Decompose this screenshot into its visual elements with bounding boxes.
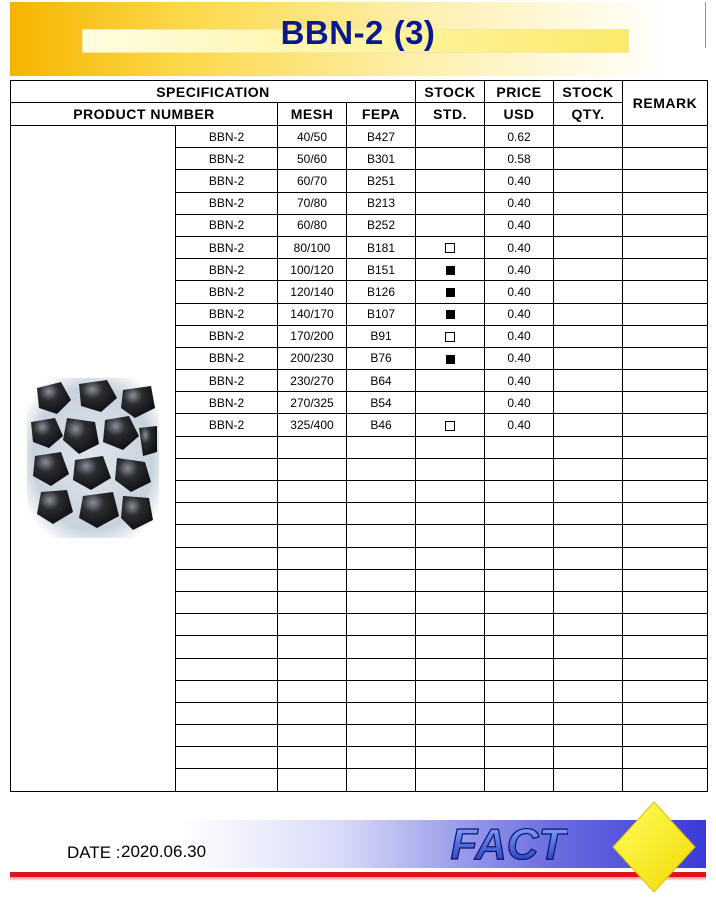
cell-mesh xyxy=(278,769,347,791)
cell-mesh xyxy=(278,591,347,613)
product-image-cell xyxy=(11,126,176,792)
cell-fepa: B54 xyxy=(347,392,416,414)
cell-mesh: 70/80 xyxy=(278,192,347,214)
cell-stock xyxy=(416,347,485,369)
cell-remark xyxy=(623,614,708,636)
cell-mesh xyxy=(278,436,347,458)
cell-product xyxy=(176,702,278,724)
cell-stock xyxy=(416,303,485,325)
fact-logo xyxy=(448,816,568,870)
cell-product: BBN-2 xyxy=(176,325,278,347)
cell-qty xyxy=(554,281,623,303)
cell-fepa: B251 xyxy=(347,170,416,192)
cell-remark xyxy=(623,747,708,769)
cell-price xyxy=(485,702,554,724)
cell-remark xyxy=(623,370,708,392)
cell-mesh: 170/200 xyxy=(278,325,347,347)
cell-product xyxy=(176,725,278,747)
cell-fepa xyxy=(347,458,416,480)
cell-mesh: 100/120 xyxy=(278,259,347,281)
cell-price: 0.58 xyxy=(485,148,554,170)
header-specification: SPECIFICATION xyxy=(11,81,416,103)
cell-qty xyxy=(554,458,623,480)
stock-filled-square-icon xyxy=(446,355,455,364)
cell-fepa xyxy=(347,591,416,613)
cell-stock xyxy=(416,547,485,569)
cell-stock xyxy=(416,436,485,458)
stock-empty-square-icon xyxy=(445,421,455,431)
cell-remark xyxy=(623,170,708,192)
cell-qty xyxy=(554,702,623,724)
footer-red-shadow xyxy=(10,877,706,881)
page-title: BBN-2 (3) xyxy=(280,14,436,51)
cell-price: 0.40 xyxy=(485,236,554,258)
cell-price xyxy=(485,725,554,747)
cell-mesh xyxy=(278,747,347,769)
cell-fepa xyxy=(347,503,416,525)
cell-stock xyxy=(416,747,485,769)
cell-price: 0.40 xyxy=(485,281,554,303)
cell-mesh xyxy=(278,702,347,724)
cell-mesh: 270/325 xyxy=(278,392,347,414)
cell-product xyxy=(176,525,278,547)
cell-stock xyxy=(416,503,485,525)
cell-stock xyxy=(416,192,485,214)
cell-mesh xyxy=(278,458,347,480)
cell-mesh xyxy=(278,614,347,636)
cell-qty xyxy=(554,769,623,791)
cell-price xyxy=(485,458,554,480)
cell-price: 0.40 xyxy=(485,325,554,347)
cell-stock xyxy=(416,126,485,148)
cell-remark xyxy=(623,392,708,414)
cell-product xyxy=(176,769,278,791)
cell-qty xyxy=(554,126,623,148)
header-remark: REMARK xyxy=(623,81,708,126)
cell-qty xyxy=(554,325,623,347)
cell-product xyxy=(176,458,278,480)
cell-product: BBN-2 xyxy=(176,281,278,303)
stock-filled-square-icon xyxy=(446,310,455,319)
cell-qty xyxy=(554,370,623,392)
date-value: 2020.06.30 xyxy=(121,842,207,861)
cell-product: BBN-2 xyxy=(176,148,278,170)
cell-mesh: 80/100 xyxy=(278,236,347,258)
cell-price: 0.62 xyxy=(485,126,554,148)
cell-stock xyxy=(416,170,485,192)
cell-price xyxy=(485,636,554,658)
cell-qty xyxy=(554,525,623,547)
cell-fepa xyxy=(347,547,416,569)
cell-mesh xyxy=(278,680,347,702)
cell-qty xyxy=(554,303,623,325)
cell-mesh: 50/60 xyxy=(278,148,347,170)
cell-stock xyxy=(416,392,485,414)
cell-fepa: B91 xyxy=(347,325,416,347)
cell-price: 0.40 xyxy=(485,392,554,414)
cell-stock xyxy=(416,148,485,170)
cell-fepa xyxy=(347,636,416,658)
cell-price xyxy=(485,614,554,636)
cell-qty xyxy=(554,436,623,458)
cell-stock xyxy=(416,259,485,281)
cell-price xyxy=(485,747,554,769)
cell-fepa: B64 xyxy=(347,370,416,392)
cell-product: BBN-2 xyxy=(176,370,278,392)
cell-remark xyxy=(623,591,708,613)
cell-mesh: 40/50 xyxy=(278,126,347,148)
cell-qty xyxy=(554,614,623,636)
cell-product: BBN-2 xyxy=(176,414,278,436)
cell-qty xyxy=(554,214,623,236)
cell-price: 0.40 xyxy=(485,259,554,281)
cell-price xyxy=(485,481,554,503)
cell-price xyxy=(485,547,554,569)
cell-stock xyxy=(416,569,485,591)
cell-product xyxy=(176,747,278,769)
specification-table xyxy=(10,80,708,792)
cell-fepa: B46 xyxy=(347,414,416,436)
cell-remark xyxy=(623,126,708,148)
cell-stock xyxy=(416,414,485,436)
cell-qty xyxy=(554,658,623,680)
cell-product: BBN-2 xyxy=(176,303,278,325)
cell-mesh xyxy=(278,481,347,503)
cell-qty xyxy=(554,236,623,258)
cell-qty xyxy=(554,680,623,702)
cell-fepa: B76 xyxy=(347,347,416,369)
cell-stock xyxy=(416,702,485,724)
cell-qty xyxy=(554,503,623,525)
cell-remark xyxy=(623,503,708,525)
cell-stock xyxy=(416,325,485,347)
bbn-grit-photo xyxy=(27,378,159,538)
cell-price: 0.40 xyxy=(485,347,554,369)
cell-qty xyxy=(554,481,623,503)
cell-price: 0.40 xyxy=(485,214,554,236)
cell-fepa xyxy=(347,702,416,724)
cell-remark xyxy=(623,702,708,724)
header-stock-qty-line1: STOCK xyxy=(554,81,623,103)
cell-mesh xyxy=(278,658,347,680)
cell-mesh xyxy=(278,503,347,525)
cell-stock xyxy=(416,214,485,236)
cell-mesh xyxy=(278,525,347,547)
cell-stock xyxy=(416,614,485,636)
fact-logo-text: FACT xyxy=(450,820,566,869)
cell-remark xyxy=(623,325,708,347)
cell-stock xyxy=(416,769,485,791)
header-price-line2: USD xyxy=(485,103,554,126)
cell-product: BBN-2 xyxy=(176,192,278,214)
cell-fepa xyxy=(347,481,416,503)
cell-product xyxy=(176,569,278,591)
cell-price: 0.40 xyxy=(485,192,554,214)
cell-stock xyxy=(416,725,485,747)
cell-price xyxy=(485,591,554,613)
cell-remark xyxy=(623,148,708,170)
cell-remark xyxy=(623,725,708,747)
header-mesh: MESH xyxy=(278,103,347,126)
diamond-emblem-icon xyxy=(611,800,697,894)
cell-price xyxy=(485,503,554,525)
cell-remark xyxy=(623,281,708,303)
cell-mesh: 200/230 xyxy=(278,347,347,369)
cell-stock xyxy=(416,658,485,680)
cell-fepa xyxy=(347,658,416,680)
cell-product xyxy=(176,547,278,569)
cell-price xyxy=(485,680,554,702)
cell-remark xyxy=(623,769,708,791)
stock-empty-square-icon xyxy=(445,243,455,253)
cell-price xyxy=(485,769,554,791)
cell-qty xyxy=(554,569,623,591)
cell-price xyxy=(485,658,554,680)
header-price-line1: PRICE xyxy=(485,81,554,103)
cell-stock xyxy=(416,236,485,258)
cell-product xyxy=(176,614,278,636)
table-body xyxy=(11,126,708,792)
cell-mesh: 230/270 xyxy=(278,370,347,392)
cell-qty xyxy=(554,347,623,369)
stock-filled-square-icon xyxy=(446,288,455,297)
cell-fepa xyxy=(347,725,416,747)
cell-remark xyxy=(623,236,708,258)
cell-qty xyxy=(554,747,623,769)
cell-product xyxy=(176,680,278,702)
cell-fepa: B252 xyxy=(347,214,416,236)
cell-qty xyxy=(554,259,623,281)
cell-product: BBN-2 xyxy=(176,214,278,236)
date-label: DATE : xyxy=(67,843,121,862)
cell-mesh xyxy=(278,569,347,591)
cell-remark xyxy=(623,481,708,503)
cell-qty xyxy=(554,414,623,436)
cell-price: 0.40 xyxy=(485,414,554,436)
cell-qty xyxy=(554,170,623,192)
cell-mesh: 325/400 xyxy=(278,414,347,436)
cell-fepa xyxy=(347,614,416,636)
cell-fepa xyxy=(347,769,416,791)
cell-stock xyxy=(416,636,485,658)
cell-qty xyxy=(554,148,623,170)
cell-product xyxy=(176,436,278,458)
cell-price: 0.40 xyxy=(485,370,554,392)
cell-qty xyxy=(554,547,623,569)
cell-fepa: B126 xyxy=(347,281,416,303)
cell-stock xyxy=(416,680,485,702)
cell-remark xyxy=(623,458,708,480)
cell-mesh xyxy=(278,547,347,569)
cell-stock xyxy=(416,591,485,613)
cell-product xyxy=(176,591,278,613)
cell-product: BBN-2 xyxy=(176,392,278,414)
header-product-number: PRODUCT NUMBER xyxy=(11,103,278,126)
cell-remark xyxy=(623,192,708,214)
cell-remark xyxy=(623,525,708,547)
cell-stock xyxy=(416,281,485,303)
cell-mesh: 60/70 xyxy=(278,170,347,192)
cell-fepa: B301 xyxy=(347,148,416,170)
cell-stock xyxy=(416,370,485,392)
cell-product: BBN-2 xyxy=(176,236,278,258)
cell-price xyxy=(485,569,554,591)
cell-remark xyxy=(623,547,708,569)
cell-remark xyxy=(623,347,708,369)
cell-fepa xyxy=(347,436,416,458)
cell-mesh: 140/170 xyxy=(278,303,347,325)
stock-empty-square-icon xyxy=(445,332,455,342)
header-fepa: FEPA xyxy=(347,103,416,126)
cell-remark xyxy=(623,436,708,458)
cell-qty xyxy=(554,591,623,613)
cell-mesh: 120/140 xyxy=(278,281,347,303)
cell-product xyxy=(176,658,278,680)
table-row xyxy=(11,126,708,148)
cell-product: BBN-2 xyxy=(176,126,278,148)
cell-mesh: 60/80 xyxy=(278,214,347,236)
cell-mesh xyxy=(278,636,347,658)
cell-fepa: B107 xyxy=(347,303,416,325)
cell-fepa: B151 xyxy=(347,259,416,281)
cell-product: BBN-2 xyxy=(176,259,278,281)
cell-price: 0.40 xyxy=(485,170,554,192)
cell-price: 0.40 xyxy=(485,303,554,325)
stock-filled-square-icon xyxy=(446,266,455,275)
cell-remark xyxy=(623,303,708,325)
cell-product xyxy=(176,636,278,658)
cell-price xyxy=(485,525,554,547)
cell-product xyxy=(176,481,278,503)
cell-fepa: B213 xyxy=(347,192,416,214)
cell-fepa: B427 xyxy=(347,126,416,148)
cell-remark xyxy=(623,569,708,591)
cell-qty xyxy=(554,725,623,747)
cell-remark xyxy=(623,636,708,658)
cell-remark xyxy=(623,658,708,680)
cell-price xyxy=(485,436,554,458)
header-stock-std-line1: STOCK xyxy=(416,81,485,103)
header-row-1 xyxy=(11,81,708,103)
cell-fepa xyxy=(347,680,416,702)
cell-remark xyxy=(623,414,708,436)
cell-stock xyxy=(416,481,485,503)
cell-stock xyxy=(416,525,485,547)
header-row-2 xyxy=(11,103,708,126)
cell-remark xyxy=(623,259,708,281)
cell-qty xyxy=(554,392,623,414)
cell-product xyxy=(176,503,278,525)
cell-product: BBN-2 xyxy=(176,170,278,192)
cell-fepa: B181 xyxy=(347,236,416,258)
header-stock-qty-line2: QTY. xyxy=(554,103,623,126)
cell-fepa xyxy=(347,569,416,591)
cell-mesh xyxy=(278,725,347,747)
cell-fepa xyxy=(347,525,416,547)
cell-remark xyxy=(623,680,708,702)
cell-product: BBN-2 xyxy=(176,347,278,369)
header-stock-std-line2: STD. xyxy=(416,103,485,126)
cell-qty xyxy=(554,192,623,214)
cell-stock xyxy=(416,458,485,480)
cell-qty xyxy=(554,636,623,658)
cell-fepa xyxy=(347,747,416,769)
cell-remark xyxy=(623,214,708,236)
